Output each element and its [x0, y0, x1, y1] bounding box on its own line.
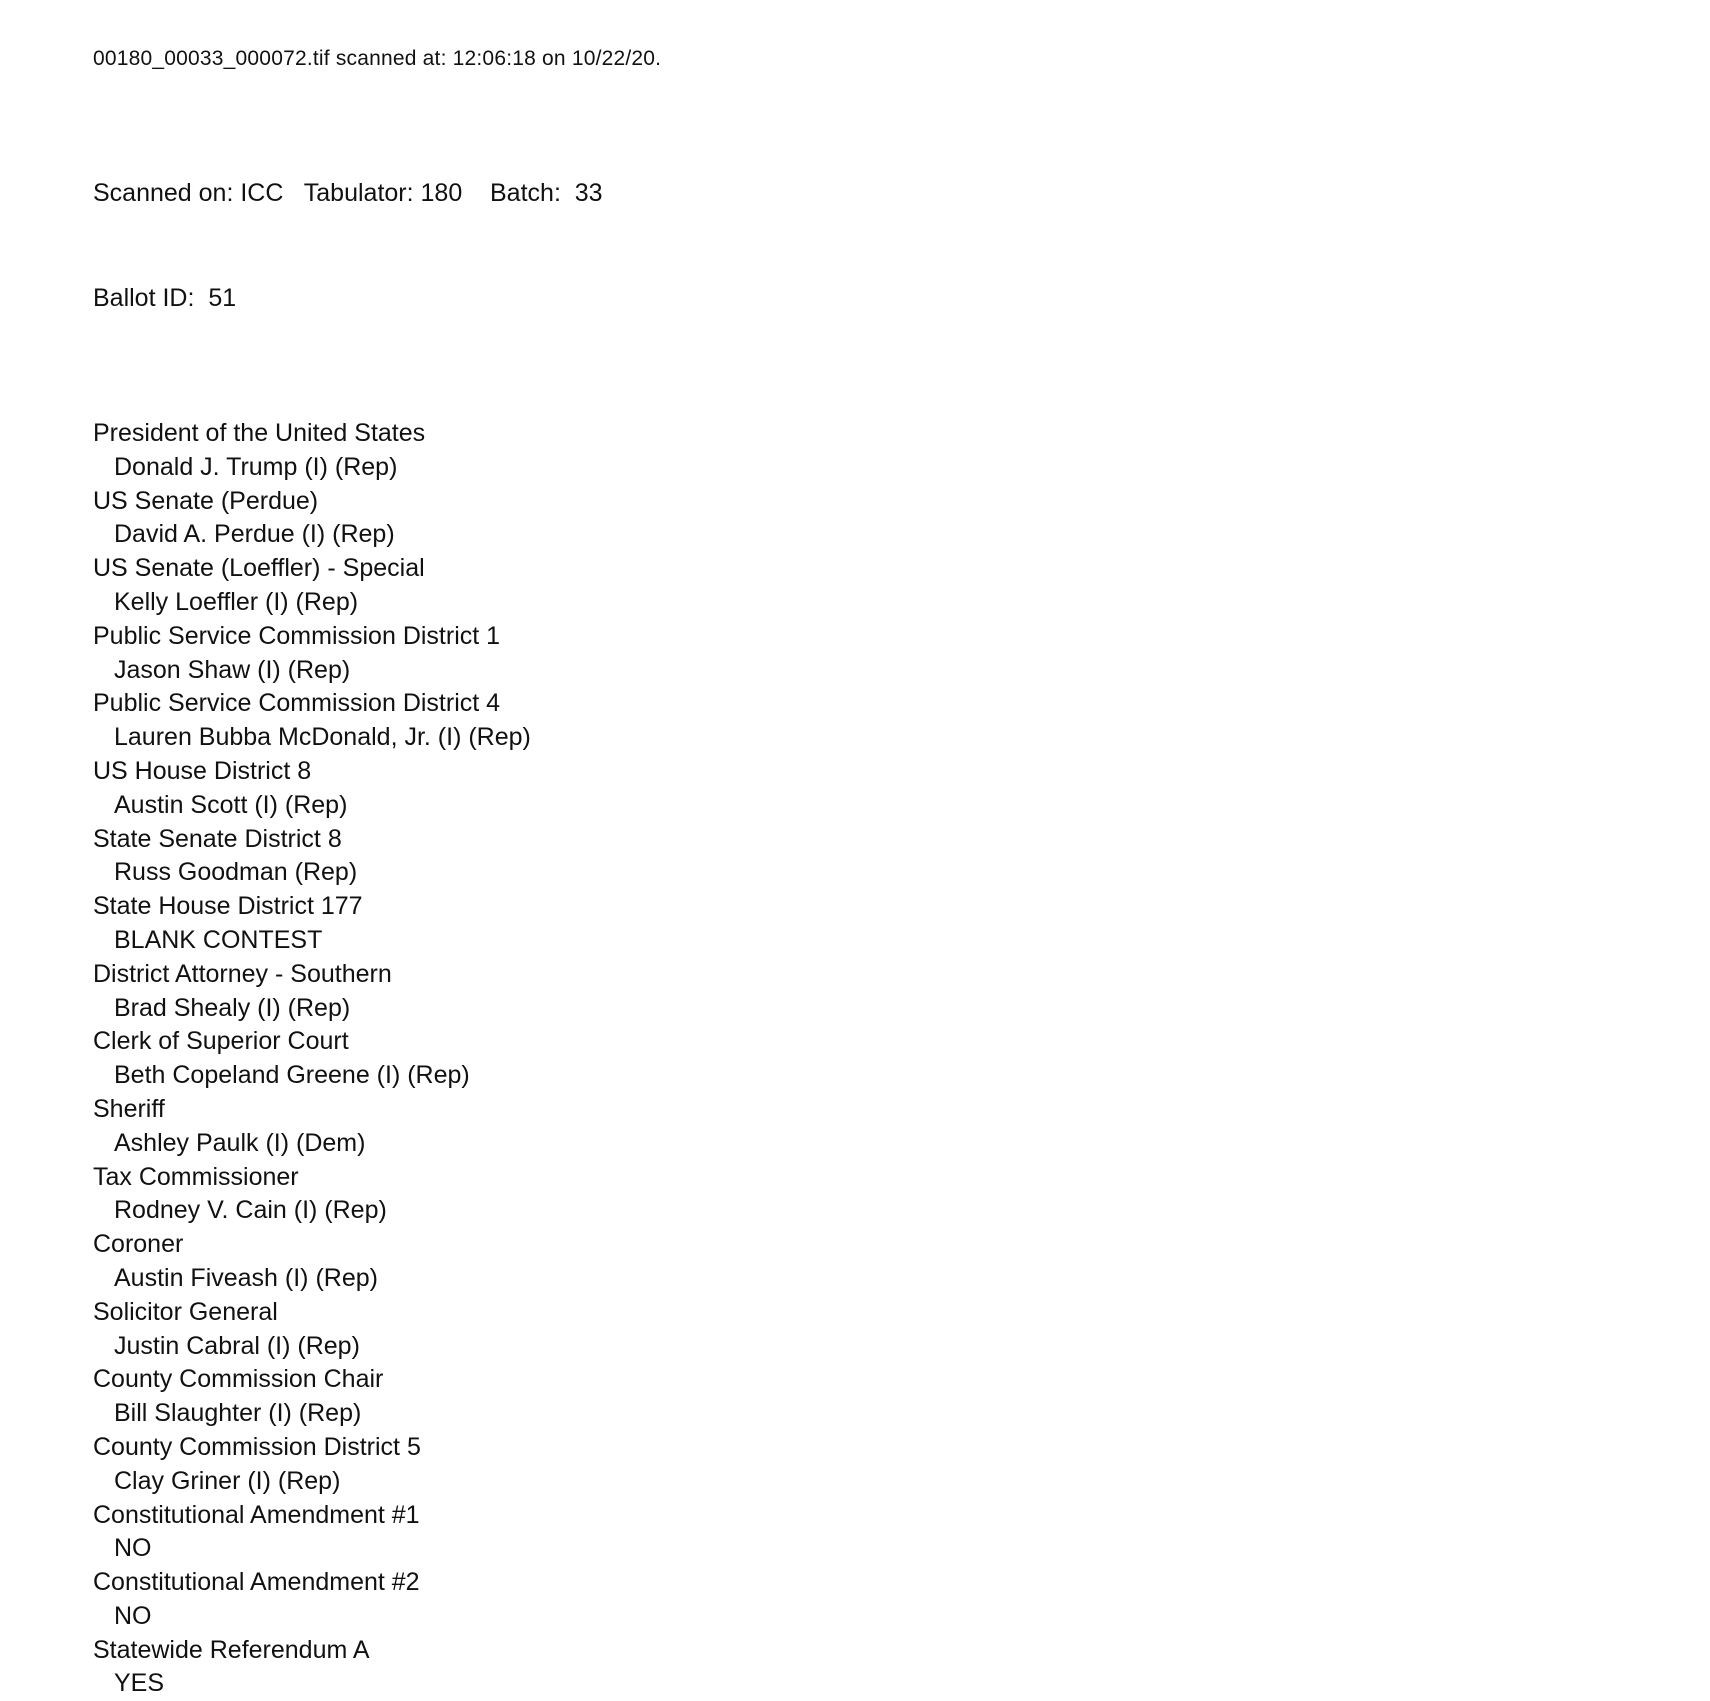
contest-title: County Commission District 5 [93, 1432, 421, 1461]
contest-entry [93, 620, 1710, 688]
contest-selection: Donald J. Trump (I) (Rep) [114, 452, 398, 481]
contest-entry [93, 1161, 1710, 1229]
contest-title: Constitutional Amendment #1 [93, 1500, 420, 1529]
contest-entry [93, 1025, 1710, 1093]
contest-entry [93, 1566, 1710, 1634]
contest-selection: Clay Griner (I) (Rep) [114, 1466, 341, 1495]
contest-title: Statewide Referendum A [93, 1635, 370, 1664]
contest-entry [93, 1363, 1710, 1431]
contest-selection: YES [114, 1669, 165, 1698]
contest-entry [93, 1296, 1710, 1364]
contest-selection: Rodney V. Cain (I) (Rep) [114, 1196, 387, 1225]
contest-title: Sheriff [93, 1094, 165, 1123]
contest-selection: Lauren Bubba McDonald, Jr. (I) (Rep) [114, 723, 531, 752]
contest-title: US Senate (Loeffler) - Special [93, 554, 425, 583]
ballot-id-line: Ballot ID: 51 [93, 284, 237, 312]
contest-entry [93, 1228, 1710, 1296]
contest-title: Constitutional Amendment #2 [93, 1568, 420, 1597]
contest-entry [93, 687, 1710, 755]
contest-title: Clerk of Superior Court [93, 1027, 349, 1056]
contest-title: Public Service Commission District 4 [93, 689, 501, 718]
contest-list [93, 417, 1710, 1701]
contest-title: State House District 177 [93, 892, 363, 921]
contest-title: County Commission Chair [93, 1365, 384, 1394]
contest-selection: BLANK CONTEST [114, 925, 323, 954]
contest-title: US Senate (Perdue) [93, 486, 319, 515]
contest-entry [93, 485, 1710, 553]
scan-info-block [93, 106, 1710, 386]
contest-entry [93, 890, 1710, 958]
contest-selection: NO [114, 1601, 152, 1630]
contest-title: State Senate District 8 [93, 824, 342, 853]
scanner-tabulator-batch-line: Scanned on: ICC Tabulator: 180 Batch: 33 [93, 179, 603, 207]
contest-entry [93, 417, 1710, 485]
contest-selection: Russ Goodman (Rep) [114, 858, 358, 887]
contest-selection: Justin Cabral (I) (Rep) [114, 1331, 360, 1360]
contest-title: President of the United States [93, 419, 426, 447]
contest-selection: Kelly Loeffler (I) (Rep) [114, 587, 359, 616]
contest-entry [93, 1093, 1710, 1161]
contest-entry [93, 755, 1710, 823]
contest-title: Coroner [93, 1230, 184, 1259]
contest-entry [93, 1431, 1710, 1499]
contest-entry [93, 1634, 1710, 1701]
contest-selection: Austin Fiveash (I) (Rep) [114, 1263, 378, 1292]
contest-entry [93, 958, 1710, 1026]
contest-selection: NO [114, 1534, 152, 1563]
contest-selection: Brad Shealy (I) (Rep) [114, 993, 351, 1022]
contest-entry [93, 1499, 1710, 1567]
contest-entry [93, 552, 1710, 620]
contest-selection: Beth Copeland Greene (I) (Rep) [114, 1061, 470, 1090]
contest-title: Public Service Commission District 1 [93, 621, 501, 650]
contest-selection: Bill Slaughter (I) (Rep) [114, 1399, 362, 1428]
contest-title: District Attorney - Southern [93, 959, 392, 988]
contest-entry [93, 823, 1710, 891]
contest-selection: Austin Scott (I) (Rep) [114, 790, 348, 819]
contest-selection: David A. Perdue (I) (Rep) [114, 520, 395, 549]
scan-filename-line: 00180_00033_000072.tif scanned at: 12:06:18 on 10/22/20. [93, 47, 662, 70]
contest-selection: Ashley Paulk (I) (Dem) [114, 1128, 366, 1157]
contest-title: US House District 8 [93, 756, 312, 785]
contest-title: Tax Commissioner [93, 1162, 299, 1191]
contest-selection: Jason Shaw (I) (Rep) [114, 655, 351, 684]
contest-title: Solicitor General [93, 1297, 278, 1326]
